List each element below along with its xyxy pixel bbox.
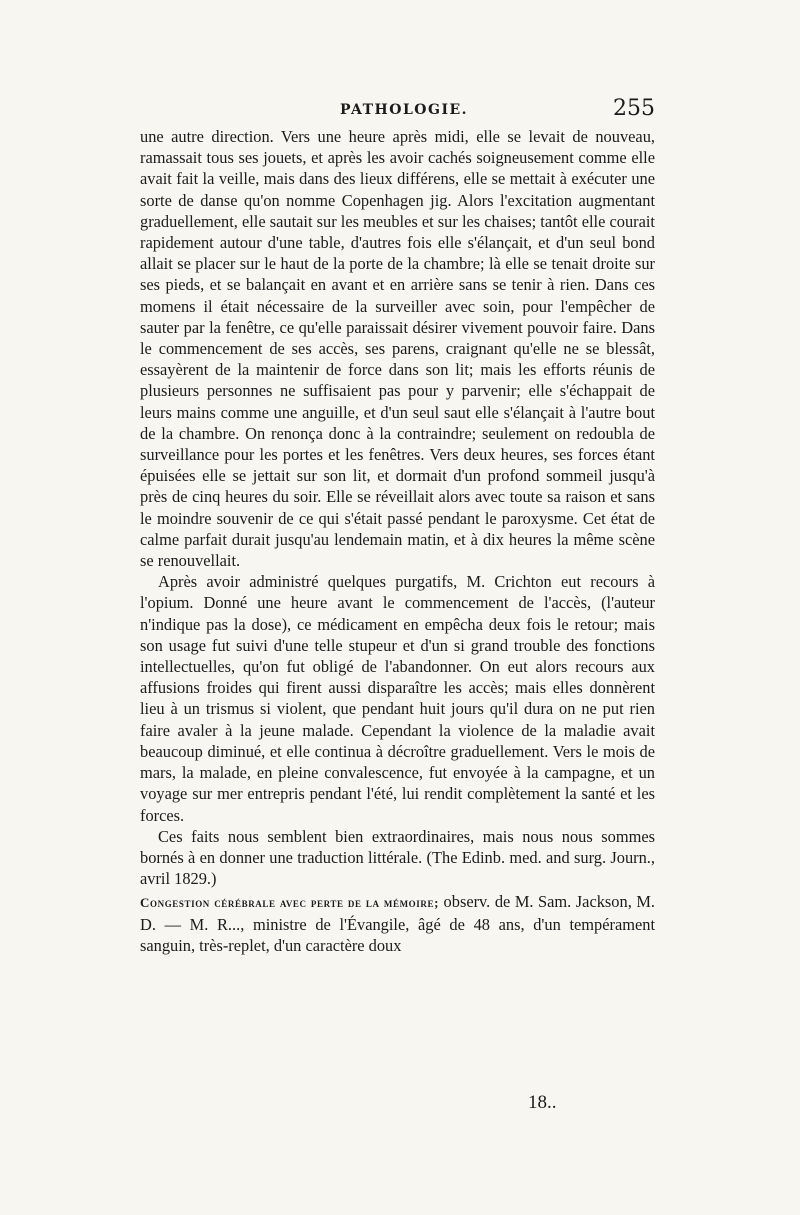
paragraph-observation	[140, 891, 655, 956]
page-header	[140, 96, 655, 124]
observation-text: observ. de M. Sam. Jackson, M. D. — M. R..., ministre de l'Évangile, âgé de 48 ans, d'un tempérament sanguin, très-replet, d'un caractère doux	[140, 892, 655, 955]
body-text	[140, 126, 655, 956]
page-number: 255	[613, 96, 655, 121]
paragraph-treatment: Après avoir administré quelques purgatifs, M. Crichton eut recours à l'opium. Donné une heure avant le commencement de l'accès, (l'auteur n'indique pas la dose), ce médicament en empêcha deux fois le retour; mais son usage fut suivi d'une telle stupeur et d'un si grand trouble des fonctions intellectuelles, qu'on fut obligé de l'abandonner. On eut alors recours aux affusions froides qui firent aussi disparaître les accès; mais elles donnèrent lieu à un trismus si violent, que pendant huit jours qu'il dura on ne put rien faire avaler à la jeune malade. Cependant la violence de la maladie avait beaucoup diminué, et elle continua à décroître graduellement. Vers le mois de mars, la malade, en pleine convalescence, fut envoyée à la campagne, et un voyage sur mer entrepris pendant l'été, lui rendit complètement la santé et les forces.	[140, 572, 655, 825]
signature-mark: 18..	[528, 1092, 557, 1113]
paragraph-source: Ces faits nous semblent bien extraordinaires, mais nous nous sommes bornés à en donner une traduction littérale. (The Edinb. med. and surg. Journ., avril 1829.)	[140, 826, 655, 889]
observation-heading: Congestion cérébrale avec perte de la mémoire;	[140, 895, 440, 911]
running-head: PATHOLOGIE.	[340, 102, 469, 118]
paragraph-continuation: une autre direction. Vers une heure après midi, elle se levait de nouveau, ramassait tous ses jouets, et après les avoir cachés soigneusement comme elle avait fait la veille, mais dans des lieux différens, elle se mettait à exécuter une sorte de danse qu'on nomme Copenhagen jig. Alors l'excitation augmentant graduellement, elle sautait sur les meubles et sur les chaises; tantôt elle courait rapidement autour d'une table, d'autres fois elle s'élançait, et d'un seul bond allait se placer sur le haut de la porte de la chambre; là elle se tenait droite sur ses pieds, et se balançait en avant et en arrière sans se tenir à rien. Dans ces momens il était nécessaire de la surveiller avec soin, pour l'empêcher de sauter par la fenêtre, ce qu'elle paraissait désirer vivement pouvoir faire. Dans le commencement de ses accès, ses parens, craignant qu'elle ne se blessât, essayèrent de la maintenir de force dans son lit; mais les efforts réunis de plusieurs personnes ne suffisaient pas pour y parvenir; elle s'échappait de leurs mains comme une anguille, et d'un seul saut elle s'élançait à l'autre bout de la chambre. On renonça donc à la contraindre; seulement on redoubla de surveillance pour les portes et les fenêtres. Vers deux heures, ses forces étant épuisées elle se jettait sur son lit, et dormait d'un profond sommeil jusqu'à près de cinq heures du soir. Elle se réveillait alors avec toute sa raison et sans le moindre souvenir de ce qui s'était passé pendant le paroxysme. Cet état de calme parfait durait jusqu'au lendemain matin, et à dix heures la même scène se renouvellait.	[140, 127, 655, 571]
